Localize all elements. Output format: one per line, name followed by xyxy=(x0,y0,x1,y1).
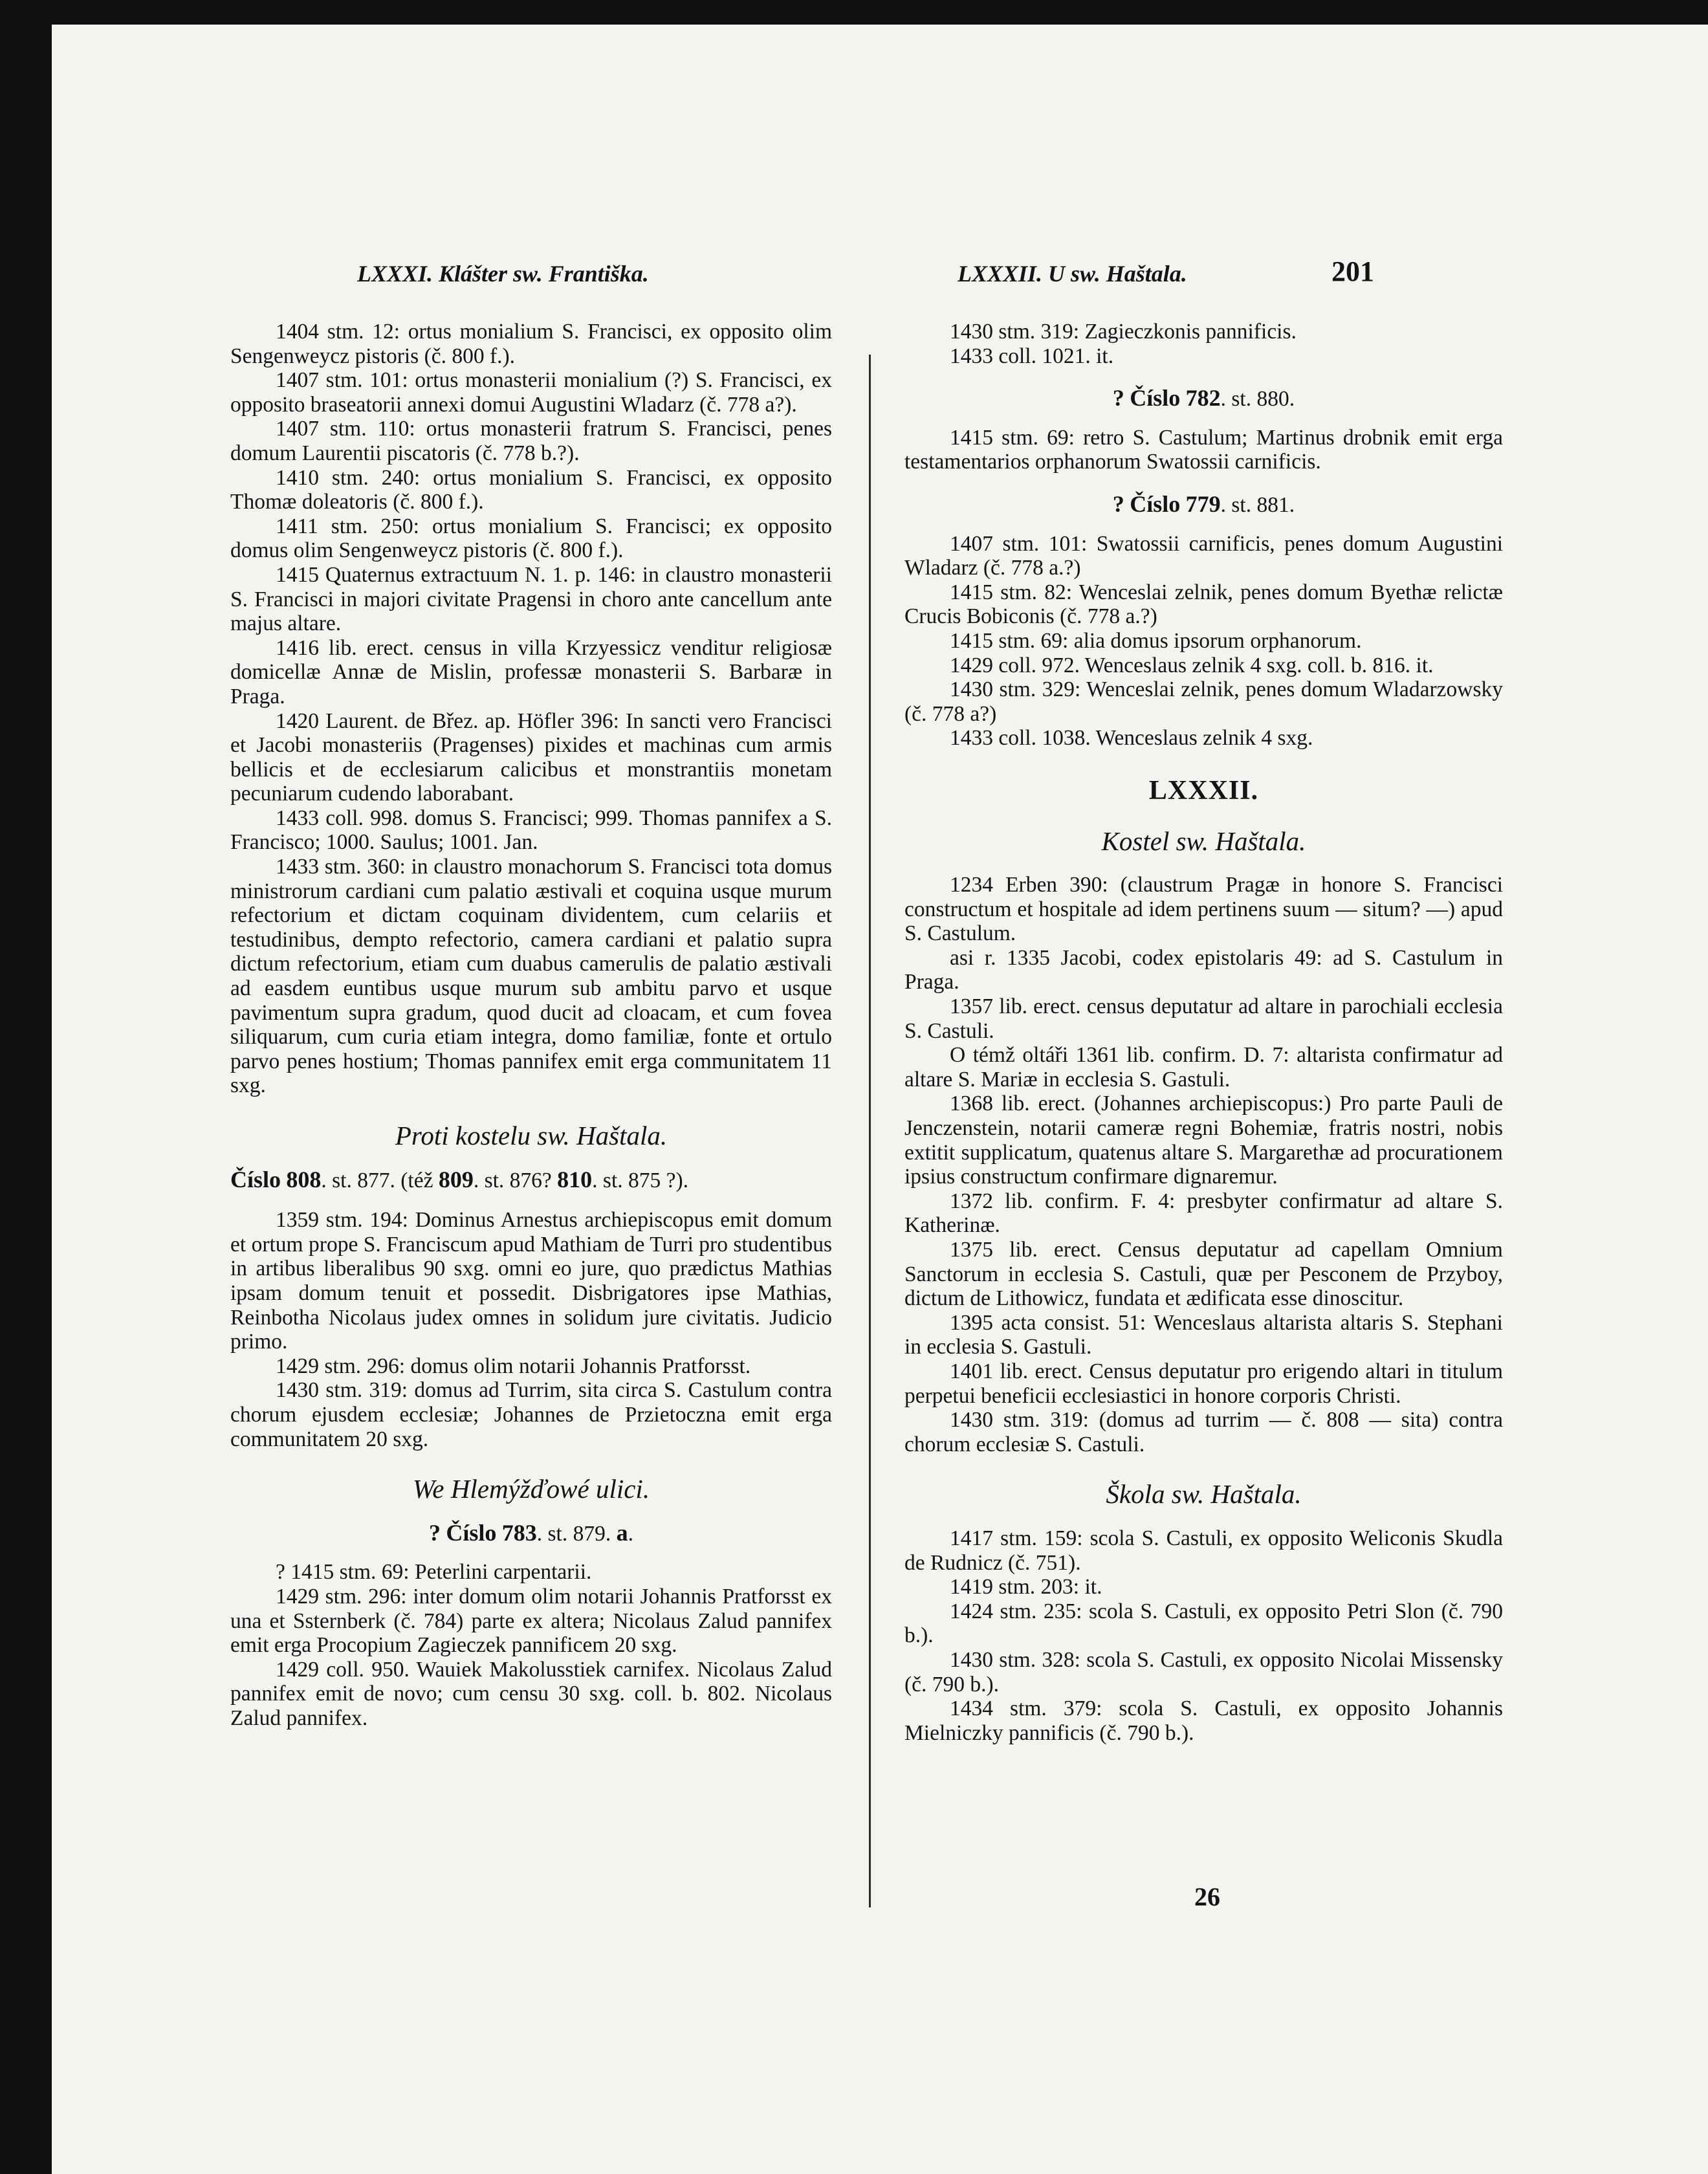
number-text: . st. 880. xyxy=(1220,387,1295,412)
entry-paragraph: 1429 stm. 296: domus olim notarii Johannis Pratforsst. xyxy=(276,1354,751,1378)
section-heading-kostel: Kostel sw. Haštala. xyxy=(1101,826,1306,856)
number-heading-808 xyxy=(230,1168,832,1193)
entry-paragraph: 1416 lib. erect. census in villa Krzyessicz venditur religiosæ domicellæ Annæ de Mislin, professæ monasterii S. Barbaræ in Praga. xyxy=(230,635,832,708)
entry-paragraph: 1433 coll. 1038. Wenceslaus zelnik 4 sxg. xyxy=(950,726,1313,751)
left-entries-top xyxy=(230,320,832,1098)
entry-paragraph: 1429 stm. 296: inter domum olim notarii Johannis Pratforsst ex una et Ssternberk (č. 784) parte ex altera; Nicolaus Zalud pannifex emit erga Procopium Zagieczek pannificem 20 sxg. xyxy=(230,1584,832,1658)
entry-paragraph: 1429 coll. 950. Wauiek Makolusstiek carnifex. Nicolaus Zalud pannifex emit de novo; cum censu 30 sxg. coll. b. 802. Nicolaus Zalud pannifex. xyxy=(230,1657,832,1730)
entry-paragraph: 1415 Quaternus extractuum N. 1. p. 146: in claustro monasterii S. Francisci in majori civitate Pragensi in choro ante cancellum ante majus altare. xyxy=(230,562,832,636)
entry-paragraph: 1368 lib. erect. (Johannes archiepiscopus:) Pro parte Pauli de Jenczenstein, notarii cameræ regni Bohemiæ, fratris nostri, nobis extitit supplicatum, quatenus altare S. Margarethæ ad procurationem ipsius constructum confirmare dignaremur. xyxy=(904,1092,1503,1189)
entry-paragraph: 1407 stm. 110: ortus monasterii fratrum S. Francisci, penes domum Laurentii piscatoris (č. 778 b.?). xyxy=(230,417,832,465)
column-divider xyxy=(869,355,871,1907)
entry-paragraph: 1433 coll. 1021. it. xyxy=(950,344,1114,368)
entry-paragraph: 1415 stm. 69: alia domus ipsorum orphanorum. xyxy=(950,628,1362,653)
entry-paragraph: 1411 stm. 250: ortus monialium S. Francisci; ex opposito domus olim Sengenweycz pistoris (č. 800 f.). xyxy=(230,514,832,563)
entry-paragraph: 1404 stm. 12: ortus monialium S. Francisci, ex opposito olim Sengenweycz pistoris (č. 800 f.). xyxy=(230,320,832,368)
entry-paragraph: 1401 lib. erect. Census deputatur pro erigendo altari in titulum perpetui beneficii ecclesiastici in honore corporis Christi. xyxy=(904,1359,1503,1408)
number-word: Číslo xyxy=(230,1166,281,1192)
number-word: Číslo xyxy=(1130,385,1181,412)
entry-paragraph: 1430 stm. 329: Wenceslai zelnik, penes domum Wladarzowsky (č. 778 a?) xyxy=(904,677,1503,726)
number-prefix: ? xyxy=(1112,490,1124,517)
number-value: 779 xyxy=(1185,490,1221,517)
left-entries-808 xyxy=(230,1208,832,1451)
entry-paragraph: 1415 stm. 69: retro S. Castulum; Martinus drobnik emit erga testamentarios orphanorum Swatossii carnificis. xyxy=(904,425,1503,474)
right-entries-skola xyxy=(904,1526,1503,1745)
entry-paragraph: 1429 coll. 972. Wenceslaus zelnik 4 sxg. coll. b. 816. it. xyxy=(950,653,1434,677)
number-text: . xyxy=(628,1521,633,1546)
entry-paragraph: 1430 stm. 319: Zagieczkonis pannificis. xyxy=(950,320,1297,344)
number-text: . st. 875 ?). xyxy=(592,1168,689,1192)
entry-paragraph: 1395 acta consist. 51: Wenceslaus altarista altaris S. Stephani in ecclesia S. Gastuli. xyxy=(904,1310,1503,1359)
entry-paragraph: 1433 coll. 998. domus S. Francisci; 999. Thomas pannifex a S. Francisco; 1000. Saulus; 1001. Jan. xyxy=(230,806,832,855)
number-value: 808 xyxy=(286,1166,322,1192)
number-value: a xyxy=(616,1519,628,1546)
entry-paragraph: 1424 stm. 235: scola S. Castuli, ex opposito Petri Slon (č. 790 b.). xyxy=(904,1599,1503,1648)
number-value: 810 xyxy=(557,1166,593,1192)
entry-paragraph: 1407 stm. 101: ortus monasterii monialium (?) S. Francisci, ex opposito braseatorii annexi domui Augustini Wladarz (č. 778 a?). xyxy=(230,368,832,417)
entry-paragraph: 1434 stm. 379: scola S. Castuli, ex opposito Johannis Mielniczky pannificis (č. 790 b.). xyxy=(904,1696,1503,1745)
right-column xyxy=(904,320,1503,1745)
number-word: Číslo xyxy=(1130,490,1181,517)
number-text: . st. 881. xyxy=(1220,492,1295,517)
left-entries-783 xyxy=(230,1560,832,1730)
entry-paragraph: asi r. 1335 Jacobi, codex epistolaris 49: ad S. Castulum in Praga. xyxy=(904,945,1503,994)
entry-paragraph: 1410 stm. 240: ortus monialium S. Francisci, ex opposito Thomæ doleatoris (č. 800 f.). xyxy=(230,465,832,514)
entry-paragraph: 1375 lib. erect. Census deputatur ad capellam Omnium Sanctorum in ecclesia S. Castuli, quæ per Pesconem de Przyboy, dictum de Lithowicz, fundata et ædificata esse dinoscitur. xyxy=(904,1238,1503,1311)
section-heading-hlemyzdowe: We Hlemýžďowé ulici. xyxy=(412,1474,650,1504)
entry-paragraph: 1419 stm. 203: it. xyxy=(950,1575,1102,1599)
number-value: 809 xyxy=(438,1166,474,1192)
page xyxy=(52,25,1708,2174)
entry-paragraph: 1430 stm. 319: domus ad Turrim, sita circa S. Castulum contra chorum ejusdem ecclesiæ; Johannes de Przietoczna emit erga communitatem 20 sxg. xyxy=(230,1378,832,1451)
number-value: 783 xyxy=(501,1519,537,1546)
entry-paragraph: 1430 stm. 328: scola S. Castuli, ex opposito Nicolai Missensky (č. 790 b.). xyxy=(904,1647,1503,1696)
section-heading-skola: Škola sw. Haštala. xyxy=(1106,1479,1302,1510)
entry-paragraph: O témž oltáři 1361 lib. confirm. D. 7: altarista confirmatur ad altare S. Mariæ in ecclesia S. Gastuli. xyxy=(904,1043,1503,1092)
page-number: 201 xyxy=(1331,256,1374,287)
entry-paragraph: ? 1415 stm. 69: Peterlini carpentarii. xyxy=(276,1560,592,1585)
entry-paragraph: 1415 stm. 82: Wenceslai zelnik, penes domum Byethæ relictæ Crucis Bobiconis (č. 778 a.?) xyxy=(904,580,1503,629)
entry-paragraph: 1357 lib. erect. census deputatur ad altare in parochiali ecclesia S. Castuli. xyxy=(904,994,1503,1043)
entry-paragraph: 1372 lib. confirm. F. 4: presbyter confirmatur ad altare S. Katherinæ. xyxy=(904,1189,1503,1238)
number-word: Číslo xyxy=(446,1519,497,1546)
entry-paragraph: 1407 stm. 101: Swatossii carnificis, penes domum Augustini Wladarz (č. 778 a.?) xyxy=(904,531,1503,580)
running-header-left: LXXXI. Klášter sw. Františka. xyxy=(357,261,649,287)
chapter-heading: LXXXII. xyxy=(1148,775,1259,806)
right-entries-779 xyxy=(904,532,1503,751)
number-value: 782 xyxy=(1185,385,1221,412)
number-text: . st. 877. (též xyxy=(321,1168,433,1192)
entry-paragraph: 1417 stm. 159: scola S. Castuli, ex opposito Weliconis Skudla de Rudnicz (č. 751). xyxy=(904,1526,1503,1575)
running-header-right: LXXXII. U sw. Haštala. xyxy=(958,261,1187,287)
right-entries-top xyxy=(904,320,1503,368)
number-prefix: ? xyxy=(429,1519,441,1546)
entry-paragraph: 1430 stm. 319: (domus ad turrim — č. 808 — sita) contra chorum ecclesiæ S. Castuli. xyxy=(904,1408,1503,1456)
signature-mark: 26 xyxy=(1194,1882,1220,1911)
number-text: . st. 876? xyxy=(473,1168,552,1192)
number-heading-782 xyxy=(904,386,1503,412)
number-prefix: ? xyxy=(1112,385,1124,412)
number-text: . st. 879. xyxy=(536,1521,611,1546)
left-column xyxy=(230,320,832,1730)
entry-paragraph: 1359 stm. 194: Dominus Arnestus archiepiscopus emit domum et ortum prope S. Franciscum apud Mathiam de Turri pro studentibus in artibus liberalibus 90 sxg. omni eo jure, quo prædictus Mathias ipsam domum tenuit et possedit. Disbrigatores ipse Mathias, Reinbotha Nicolaus judex omnes in solidum jure civitatis. Judicio primo. xyxy=(230,1208,832,1354)
entry-paragraph: 1433 stm. 360: in claustro monachorum S. Francisci tota domus ministrorum cardiani cum palatio æstivali et coquina usque murum refectorium et dictam coquinam dividentem, cum celariis et testudinibus, dempto refectorio, camera cardiani et palatio supra dictum refectorium, etiam cum duabus camerulis de palatio æstivali ad easdem euntibus usque murum sub ambitu parvo et usque pavimentum supra gradum, quod ducit ad cloacam, et cum fovea siliquarum, cum curia etiam integra, domo familiæ, fonte et ortulo parvo penes hostium; Thomas pannifex emit erga communitatem 11 sxg. xyxy=(230,855,832,1098)
right-entries-782 xyxy=(904,426,1503,474)
entry-paragraph: 1234 Erben 390: (claustrum Pragæ in honore S. Francisci constructum et hospitale ad idem pertinens suum — situm? —) apud S. Castulum. xyxy=(904,873,1503,946)
number-heading-779 xyxy=(904,492,1503,518)
right-entries-kostel xyxy=(904,873,1503,1456)
number-heading-783 xyxy=(230,1521,832,1546)
entry-paragraph: 1420 Laurent. de Břez. ap. Höfler 396: In sancti vero Francisci et Jacobi monasteriis (Pragenses) pixides et machinas cum armis bellicis et de ecclesiarum calicibus et monstrantiis monetam pecuniarum cudendo laborabant. xyxy=(230,708,832,806)
section-heading-proti: Proti kostelu sw. Haštala. xyxy=(395,1121,668,1150)
